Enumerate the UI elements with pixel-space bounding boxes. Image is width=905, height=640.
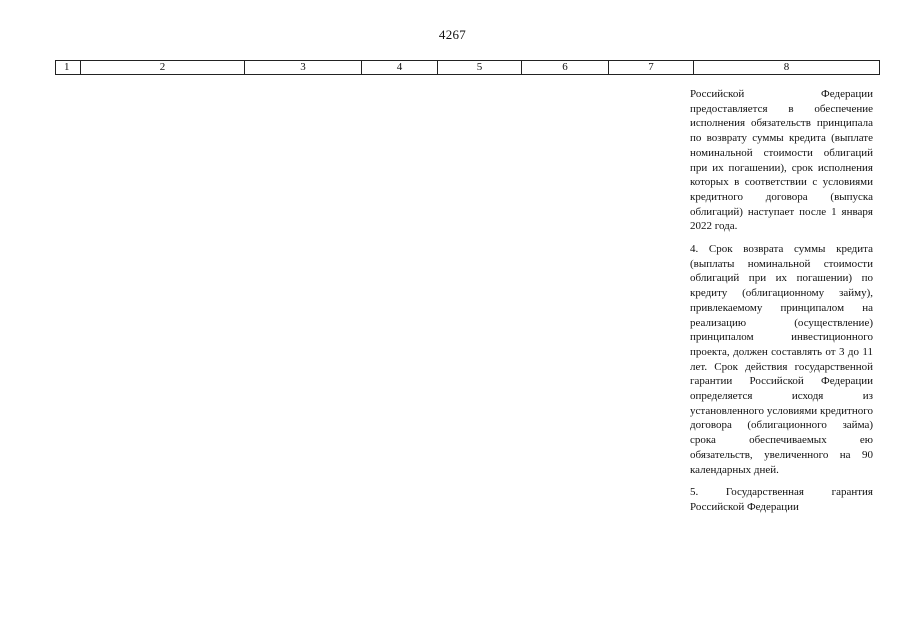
column-number-1: 1 [56,61,81,75]
column-number-6: 6 [522,61,609,75]
column-8-text [690,87,873,515]
page-number: 4267 [438,27,467,42]
column-number-2: 2 [81,61,245,75]
column-number-4: 4 [362,61,438,75]
column-number-row [55,60,880,75]
paragraph-5-guarantee: 5. Государственная гарантия Российской Федерации [690,486,873,513]
column-number-7: 7 [609,61,694,75]
column-number-3: 3 [245,61,362,75]
column-number-5: 5 [438,61,522,75]
column-number-8: 8 [694,61,880,75]
paragraph-4-repayment-term: 4. Срок возврата суммы кредита (выплаты номинальной стоимости облигаций при их погашении) по кредиту (облигационному займу), привлекаемому принципалом на реализацию (осуществление) принципалом инвестиционного проекта, должен составлять от 3 до 11 лет. Срок действия государственной гарантии Российской Федерации определяется исходя из установленного условиями кредитного договора (облигационного займа) срока обеспечиваемых ею обязательств, увеличенного на 90 календарных дней. [690,243,873,476]
paragraph-guarantee-purpose: Российской Федерации предоставляется в обеспечение исполнения обязательств принципала по возврату суммы кредита (выплате номинальной стоимости облигаций при их погашении), срок исполнения которых в соответствии с условиями кредитного договора (выпуска облигаций) наступает после 1 января 2022 года. [690,88,873,233]
